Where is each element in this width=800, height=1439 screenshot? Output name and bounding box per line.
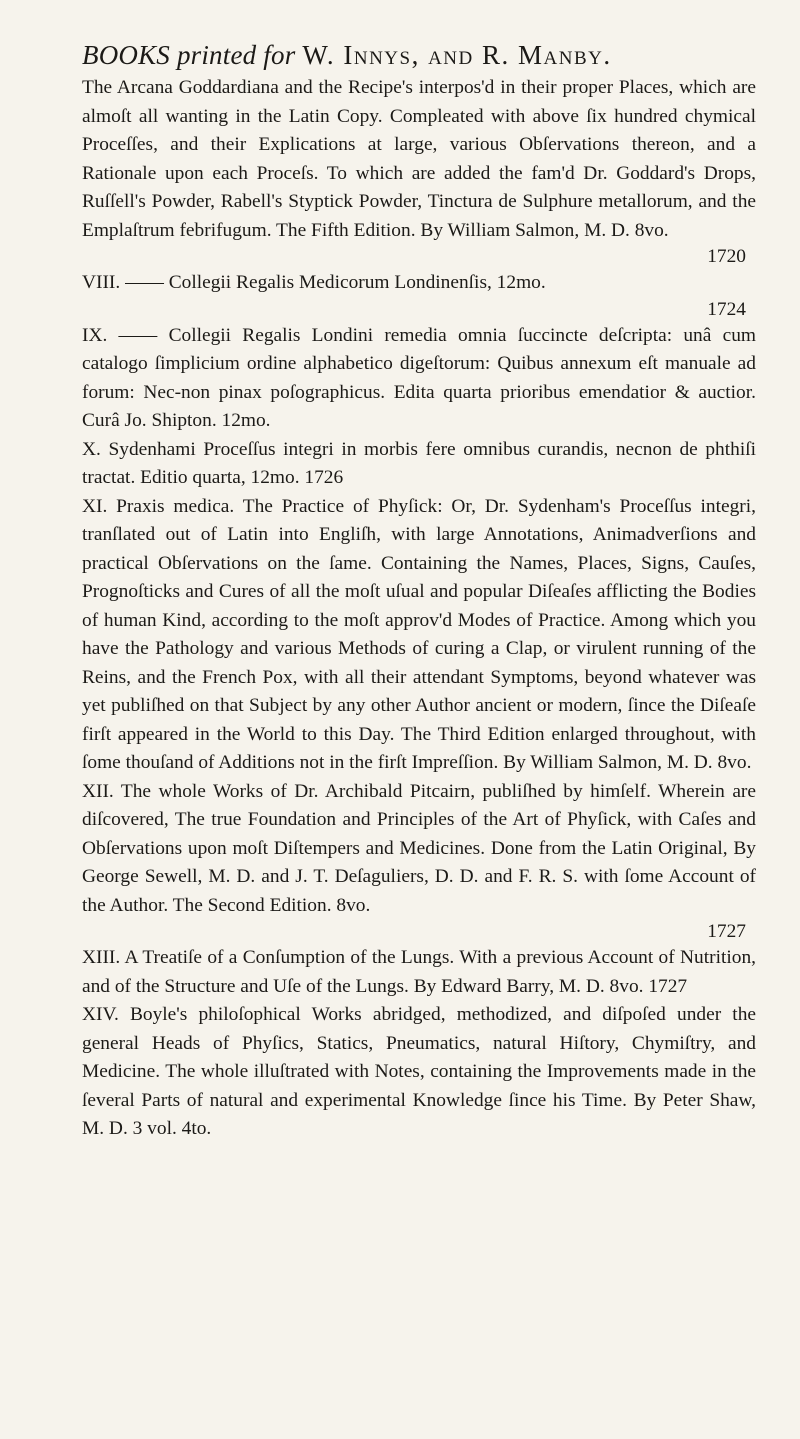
entry-xiii bbox=[82, 944, 756, 1001]
header-books-printed-for: BOOKS printed for bbox=[82, 40, 296, 70]
entry-ix bbox=[82, 322, 756, 436]
entry-text: The Arcana Goddardiana and the Recipe's interpos'd in their proper Places, which are almoſt all wanting in the Latin Copy. Compleated with above ſix hundred chymical Proceſſes, and their Explications at large, various Obſervations thereon, and a Rationale upon each Proceſs. To which are added the fam'd Dr. Goddard's Drops, Ruſſell's Powder, Rabell's Styptick Powder, Tinctura de Sulphure metallorum, and the Emplaſtrum febrifugum. The Fifth Edition. By William Salmon, M. D. 8vo. bbox=[82, 77, 756, 241]
entry-text: IX. —— Collegii Regalis Londini remedia omnia ſuccincte deſcripta: unâ cum catalogo ſimplicium ordine alphabetico digeſtorum: Quibus annexum eſt manuale ad forum: Nec-non pinax poſographicus. Edita quarta prioribus emendatior & auctior. Curâ Jo. Shipton. 12mo. bbox=[82, 324, 756, 431]
entry-year: 1724 bbox=[707, 298, 746, 320]
catalogue-text bbox=[82, 74, 756, 1144]
entry-viii bbox=[82, 269, 756, 298]
entry-text: XIII. A Treatiſe of a Conſumption of the Lungs. With a previous Account of Nutrition, and of the Structure and Uſe of the Lungs. By Edward Barry, M. D. 8vo. 1727 bbox=[82, 947, 756, 997]
entry-text: XIV. Boyle's philoſophical Works abridged, methodized, and diſpoſed under the general Heads of Phyſics, Statics, Pneumatics, natural Hiſtory, Chymiſtry, and Medicine. The whole illuſtrated with Notes, containing the Improvements made in the ſeveral Parts of natural and experimental Knowledge ſince his Time. By Peter Shaw, M. D. 3 vol. 4to. bbox=[82, 1004, 756, 1139]
entry-year: 1720 bbox=[707, 246, 746, 267]
header-publishers: W. Innys, and R. Manby. bbox=[302, 40, 612, 70]
entry-xii bbox=[82, 778, 756, 921]
entry-text: X. Sydenhami Proceſſus integri in morbis fere omnibus curandis, necnon de phthiſi tractat. Editio quarta, 12mo. 1726 bbox=[82, 438, 756, 488]
entry-text: VIII. —— Collegii Regalis Medicorum Londinenſis, 12mo. bbox=[82, 272, 546, 293]
entry-text: XII. The whole Works of Dr. Archibald Pitcairn, publiſhed by himſelf. Wherein are diſcovered, The true Foundation and Principles of the Art of Phyſick, with Caſes and Obſervations upon moſt Diſtempers and Medicines. Done from the Latin Original, By George Sewell, M. D. and J. T. Deſaguliers, D. D. and F. R. S. with ſome Account of the Author. The Second Edition. 8vo. bbox=[82, 780, 756, 916]
entry-x bbox=[82, 436, 756, 493]
entry-vii-continued bbox=[82, 74, 756, 245]
entry-text: XI. Praxis medica. The Practice of Phyſick: Or, Dr. Sydenham's Proceſſus integri, tranſlated out of Latin into Engliſh, with large Annotations, Animadverſions and practical Obſervations on the ſame. Containing the Names, Places, Signs, Cauſes, Prognoſticks and Cures of all the moſt uſual and popular Diſeaſes afflicting the Bodies of human Kind, according to the moſt approv'd Modes of Practice. Among which you have the Pathology and various Methods of curing a Clap, or virulent running of the Reins, and the French Pox, with all their attendant Symptoms, beyond whatever was yet publiſhed on that Subject by any other Author ancient or modern, ſince the Diſeaſe firſt appeared in the World to this Day. The Third Edition enlarged throughout, with ſome thouſand of Additions not in the firſt Impreſſion. By William Salmon, M. D. 8vo. bbox=[82, 495, 756, 773]
entry-xiv bbox=[82, 1001, 756, 1144]
entry-xi bbox=[82, 493, 756, 778]
running-header bbox=[82, 38, 756, 72]
entry-year: 1727 bbox=[707, 921, 746, 942]
